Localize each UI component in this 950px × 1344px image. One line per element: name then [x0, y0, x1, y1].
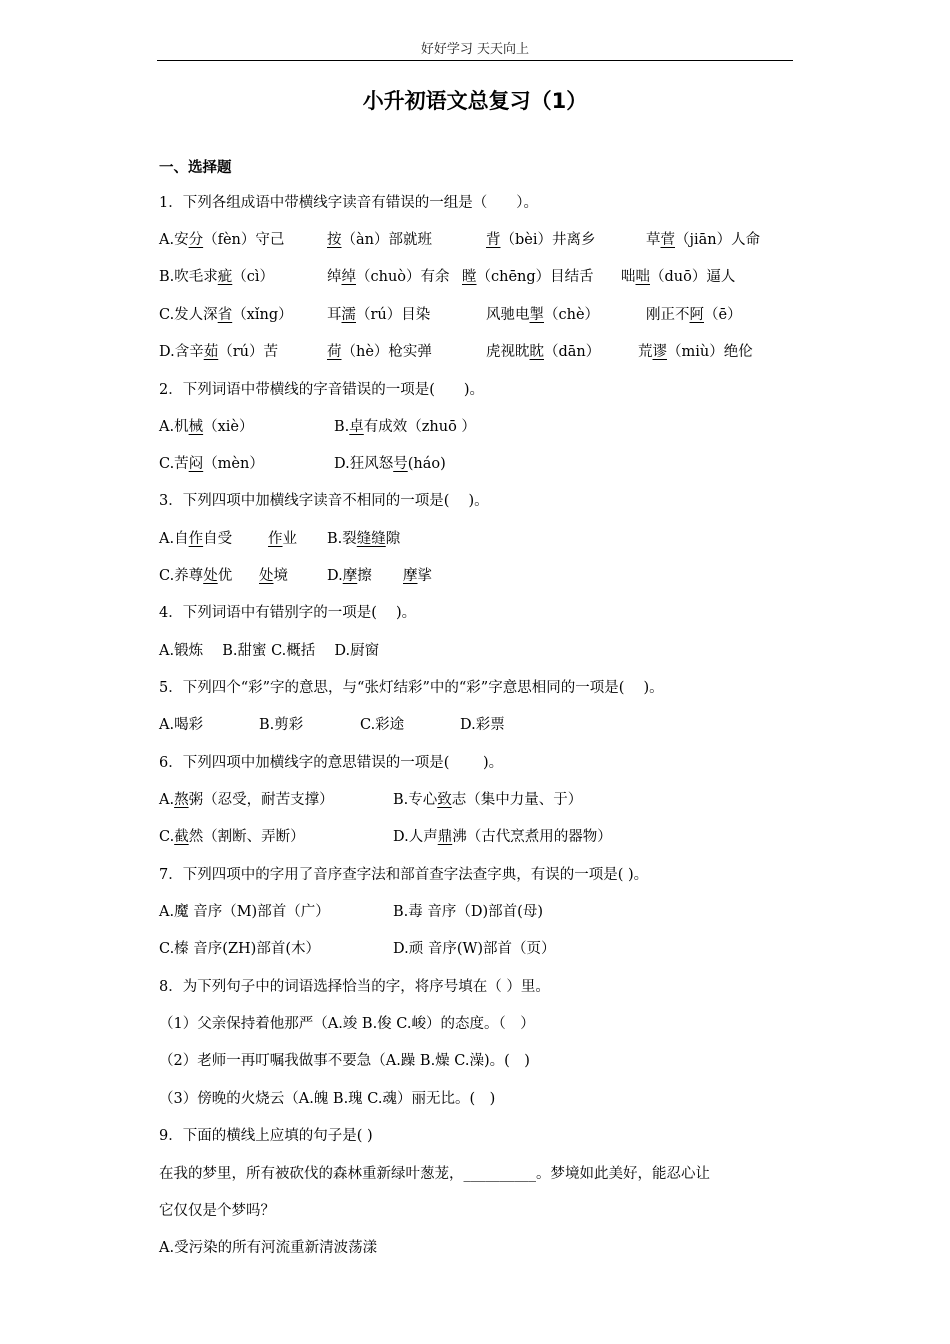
- option-item: 虎视眈眈（dān）: [486, 344, 601, 360]
- option-item: 按（àn）部就班: [327, 232, 432, 248]
- option-item: 咄咄（duō）逼人: [621, 269, 736, 285]
- option-item: A.熬粥（忍受，耐苦支撑）: [159, 792, 334, 808]
- question-3-stem: 3．下列四项中加横线字读音不相同的一项是( )。: [159, 493, 489, 509]
- question-4-options: A.锻炼 B.甜蜜 C.概括 D.厨窗: [159, 643, 380, 659]
- option-item: C.彩途: [360, 717, 405, 733]
- option-item: 风驰电掣（chè）: [486, 307, 600, 323]
- option-item: B.卓有成效（zhuō ）: [334, 419, 476, 435]
- question-8-stem: 8．为下列句子中的词语选择恰当的字，将序号填在（ ）里。: [159, 979, 550, 995]
- option-item: B.吹毛求疵（cì）: [159, 269, 275, 285]
- option-item: B.剪彩: [259, 717, 304, 733]
- question-9-stem: 9．下面的横线上应填的句子是( ): [159, 1128, 373, 1144]
- question-8-item: （3）傍晚的火烧云（A.魄 B.瑰 C.魂）丽无比。( ): [159, 1091, 496, 1107]
- option-item: C.发人深省（xǐng）: [159, 307, 293, 323]
- section-title: 一、选择题: [159, 160, 232, 176]
- option-item: 荷（hè）枪实弹: [327, 344, 432, 360]
- option-item: C.榛 音序(ZH)部首(木）: [159, 941, 320, 957]
- option-item: 作业: [268, 531, 297, 547]
- question-9-passage-line-2: 它仅仅是个梦吗？: [159, 1203, 275, 1219]
- page-header: 好好学习 天天向上: [420, 42, 530, 57]
- option-item: B.专心致志（集中力量、于）: [393, 792, 583, 808]
- question-8-item: （2）老师一再叮嘱我做事不要急（A.躁 B.燥 C.澡)。( ): [159, 1053, 530, 1069]
- option-item: 荒谬（miù）绝伦: [638, 344, 753, 360]
- option-item: D.彩票: [460, 717, 505, 733]
- question-9-passage-line-1: 在我的梦里，所有被砍伐的森林重新绿叶葱茏，__________。梦境如此美好，能忍心让: [159, 1166, 710, 1182]
- option-item: A.机械（xiè）: [159, 419, 254, 435]
- option-item: A.魔 音序（M)部首（广）: [159, 904, 330, 920]
- option-item: A.喝彩: [159, 717, 204, 733]
- option-item: 草菅（jiān）人命: [646, 232, 761, 248]
- question-6-stem: 6．下列四项中加横线字的意思错误的一项是( )。: [159, 755, 504, 771]
- option-item: 摩挲: [403, 568, 432, 584]
- question-9-option-a: A.受污染的所有河流重新清波荡漾: [159, 1240, 378, 1256]
- option-item: C.养尊处优: [159, 568, 233, 584]
- option-item: 处境: [259, 568, 288, 584]
- option-item: D.含辛茹（rú）苦: [159, 344, 278, 360]
- option-item: B.毒 音序（D)部首(母): [393, 904, 543, 920]
- option-item: C.苦闷（mèn）: [159, 456, 264, 472]
- option-item: D.顽 音序(W)部首（页）: [393, 941, 556, 957]
- option-item: C.截然（割断、弄断）: [159, 829, 305, 845]
- option-item: 耳濡（rú）目染: [327, 307, 431, 323]
- header-rule: [157, 60, 793, 61]
- option-item: A.安分（fèn）守己: [159, 232, 285, 248]
- option-item: 绰绰（chuò）有余: [327, 269, 450, 285]
- option-item: 瞠（chēng）目结舌: [462, 269, 594, 285]
- option-item: A.自作自受: [159, 531, 233, 547]
- option-item: D.摩擦: [327, 568, 372, 584]
- question-8-item: （1）父亲保持着他那严（A.竣 B.俊 C.峻）的态度。（ ）: [159, 1016, 535, 1032]
- question-7-stem: 7．下列四项中的字用了音序查字法和部首查字法查字典，有误的一项是( )。: [159, 867, 649, 883]
- question-4-stem: 4．下列词语中有错别字的一项是( )。: [159, 605, 417, 621]
- option-item: 背（bèi）井离乡: [486, 232, 596, 248]
- question-5-stem: 5．下列四个“彩”字的意思，与“张灯结彩”中的“彩”字意思相同的一项是( )。: [159, 680, 664, 696]
- question-1-stem: 1．下列各组成语中带横线字读音有错误的一组是（ ）。: [159, 195, 538, 211]
- option-item: D.狂风怒号(háo): [334, 456, 446, 472]
- question-2-stem: 2．下列词语中带横线的字音错误的一项是( )。: [159, 382, 485, 398]
- option-item: 刚正不阿（ē）: [646, 307, 742, 323]
- option-item: B.裂缝缝隙: [327, 531, 401, 547]
- option-item: D.人声鼎沸（古代烹煮用的器物）: [393, 829, 612, 845]
- document-title: 小升初语文总复习（1）: [362, 89, 588, 113]
